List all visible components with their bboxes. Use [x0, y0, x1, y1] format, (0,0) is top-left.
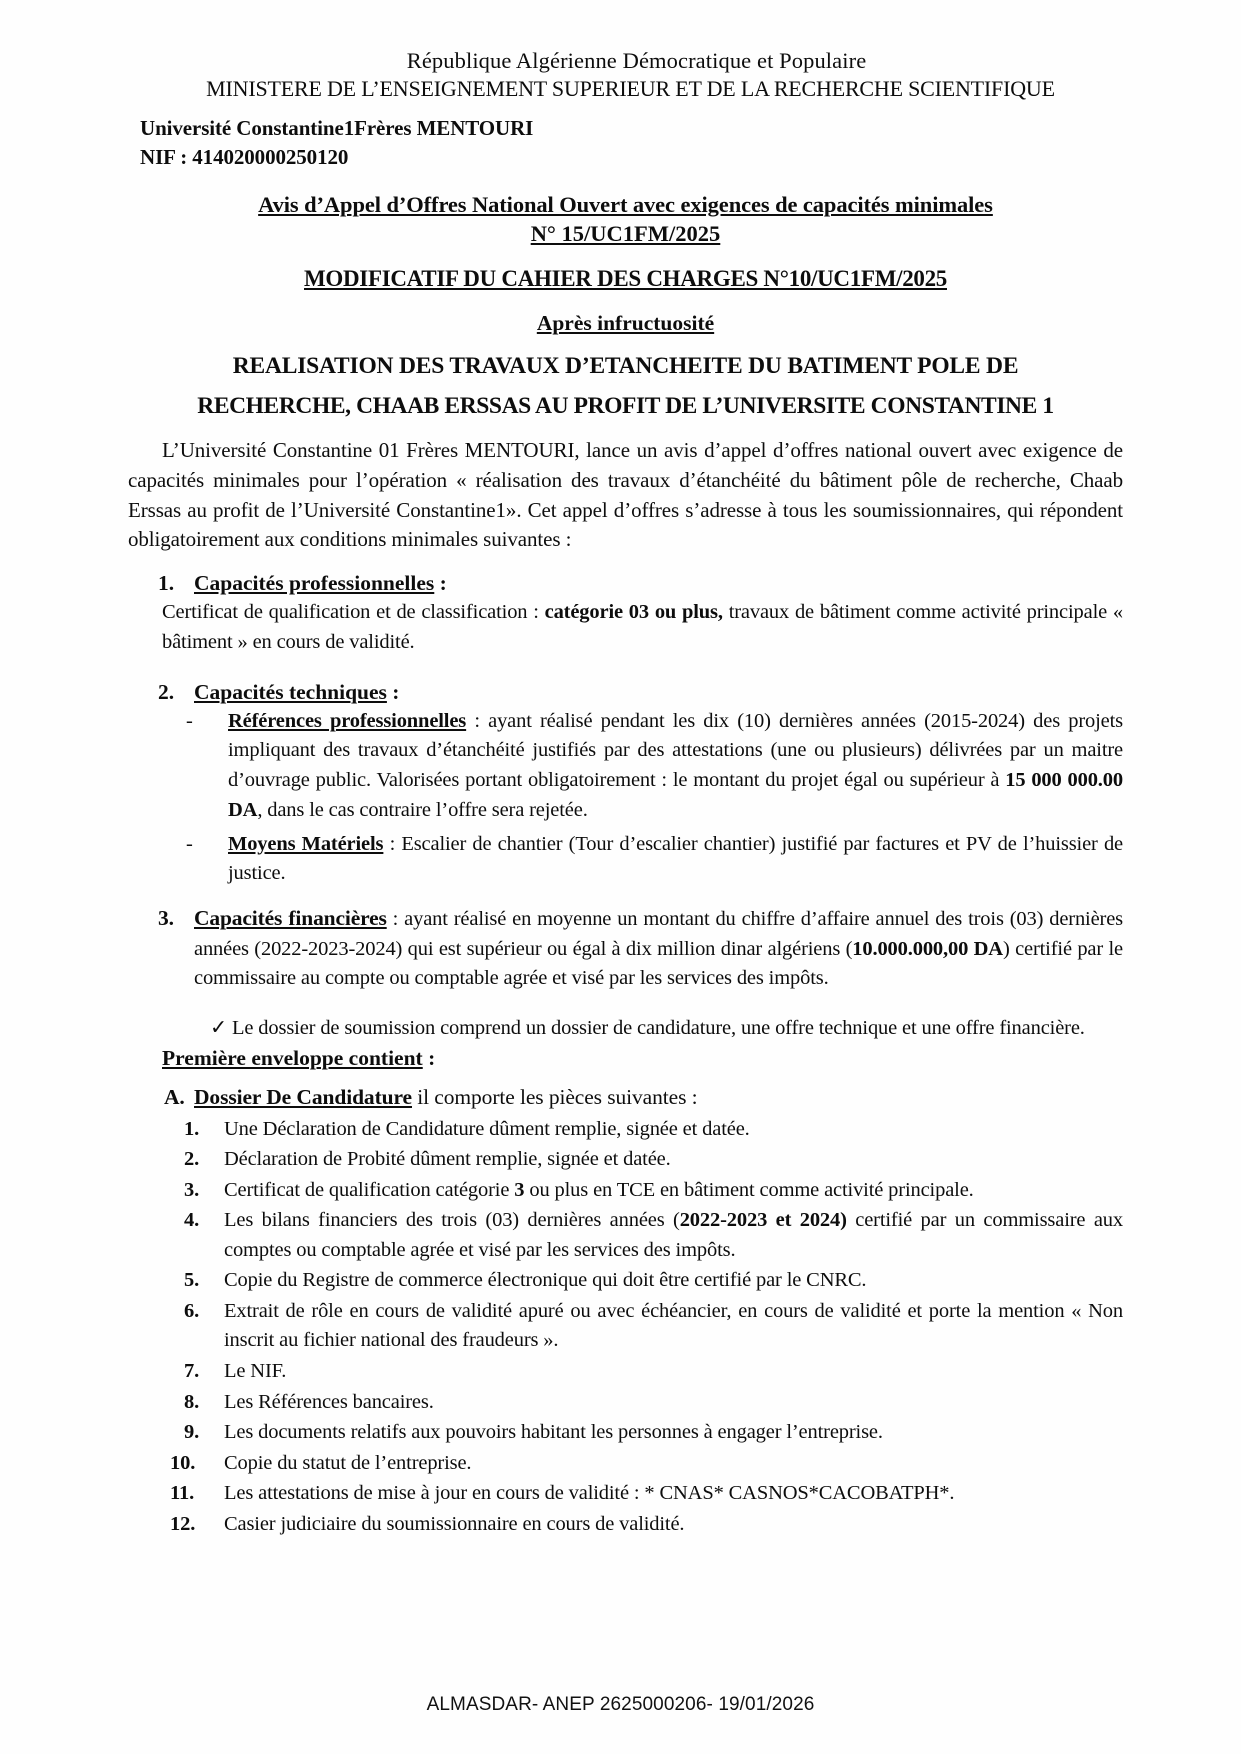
cap-pro-after: travaux de bâtiment comme activité principale « bâtiment » en cours de validité. — [162, 601, 1123, 653]
page-footer: ALMASDAR- ANEP 2625000206- 19/01/2026 — [426, 1694, 815, 1715]
list-item — [128, 1206, 1123, 1265]
list-item-text: Copie du statut de l’entreprise. — [224, 1451, 472, 1474]
list-item-index: 2. — [184, 1148, 200, 1171]
intro-paragraph: L’Université Constantine 01 Frères MENTOURI, lance un avis d’appel d’offres national ouvert avec exigence de capacités minimales pour l’opération « réalisation des travaux d’étanchéité du bâtiment pôle de recherche, Chaab Erssas au profit de l’Université Constantine1». Cet appel d’offres s’adresse à tous les soumissionnaires, qui répondent obligatoirement aux conditions minimales suivantes : — [128, 438, 1123, 552]
references-amount: 15 000 000.00 DA — [228, 769, 1123, 821]
list-item-text-after: ou plus en TCE en bâtiment comme activité principale. — [524, 1178, 974, 1201]
capacity-professional-number: 1. — [158, 571, 175, 596]
moyens-materiels-label: Moyens Matériels — [228, 832, 384, 855]
capacity-professional-text — [128, 598, 1123, 657]
first-envelope-colon: : — [422, 1045, 436, 1070]
list-item-text: Casier judiciaire du soumissionnaire en cours de validité. — [224, 1512, 685, 1535]
submission-note — [128, 1014, 1123, 1044]
list-item-bold: 2022-2023 et 2024) — [679, 1209, 847, 1232]
list-item — [128, 1388, 1123, 1418]
apres-infructuosite-title: Après infructuosité — [536, 311, 715, 335]
list-item-text: Les bilans financiers des trois (03) dernières années ( — [224, 1209, 680, 1232]
list-item-bold: 3 — [514, 1178, 525, 1201]
list-item-text-after: certifié par un commissaire aux comptes ou comptable agrée et visé par les services des impôts. — [224, 1209, 1123, 1261]
list-item-index: 1. — [184, 1117, 200, 1140]
list-item — [128, 1297, 1123, 1356]
list-item — [128, 1115, 1123, 1145]
technical-item-means — [128, 830, 1123, 889]
references-text-before: : ayant réalisé pendant les dix (10) dernières années (2015-2024) des projets impliquant des travaux d’étanchéité justifiés par des attestations (une ou plusieurs) délivrées par un maitre d’ouvrage public. Valorisées portant obligatoirement : le montant du projet égal ou supérieur à — [228, 709, 1123, 792]
list-item-index: 7. — [184, 1360, 200, 1382]
capacity-professional-colon: : — [434, 571, 447, 596]
list-item-text: Les attestations de mise à jour en cours de validité : * CNAS* CASNOS*CACOBATPH*. — [224, 1482, 955, 1505]
capacity-technical-number: 2. — [158, 679, 175, 704]
capacity-section-financial — [128, 903, 1123, 994]
list-item — [128, 1510, 1123, 1540]
cap-pro-before: Certificat de qualification et de classification : — [162, 601, 545, 624]
submission-note-text: Le dossier de soumission comprend un dossier de candidature, une offre technique et une offre financière. — [232, 1017, 1085, 1040]
dash-bullet-icon: - — [186, 832, 193, 855]
technical-item-references — [128, 707, 1123, 826]
list-item — [128, 1176, 1123, 1206]
list-item-index: 9. — [184, 1421, 200, 1444]
subject-title-line1: REALISATION DES TRAVAUX D’ETANCHEITE DU BATIMENT POLE DE — [232, 353, 1019, 379]
first-envelope-heading — [128, 1046, 1123, 1071]
modificatif-title: MODIFICATIF DU CAHIER DES CHARGES N°10/UC1FM/2025 — [304, 266, 947, 291]
capacity-section-professional — [128, 571, 1123, 657]
list-item-index: 11. — [170, 1482, 195, 1505]
list-item-text: Le NIF. — [224, 1360, 287, 1382]
list-item — [128, 1145, 1123, 1175]
list-item-index: 12. — [170, 1512, 196, 1535]
cap-fin-after: ) certifié par le commissaire au compte ou comptable agrée et visé par les services des impôts. — [194, 937, 1123, 990]
list-item — [128, 1266, 1123, 1296]
list-item-text: Déclaration de Probité dûment remplie, signée et datée. — [224, 1148, 671, 1171]
references-text-after: , dans le cas contraire l’offre sera rejetée. — [257, 798, 588, 821]
tender-notice-number: N° 15/UC1FM/2025 — [530, 221, 721, 246]
list-item-index: 6. — [184, 1299, 200, 1322]
capacity-technical-heading — [128, 680, 1123, 705]
capacity-professional-heading — [128, 571, 1123, 596]
section-a-label: Dossier De Candidature — [194, 1084, 412, 1109]
list-item-text: Extrait de rôle en cours de validité apuré ou avec échéancier, en cours de validité et porte la mention « Non inscrit au fichier national des fraudeurs ». — [224, 1299, 1123, 1352]
candidature-documents-list — [128, 1115, 1123, 1539]
list-item-index: 4. — [184, 1209, 200, 1232]
section-a-heading — [128, 1085, 1123, 1110]
list-item — [128, 1357, 1123, 1387]
cap-pro-bold: catégorie 03 ou plus, — [544, 601, 723, 624]
section-a-letter: A. — [164, 1084, 185, 1109]
cap-fin-amount: 10.000.000,00 DA — [852, 937, 1003, 960]
capacity-section-technical — [128, 680, 1123, 889]
republic-heading: République Algérienne Démocratique et Populaire — [406, 48, 867, 73]
capacity-financial-label: Capacités financières — [194, 906, 387, 930]
capacity-financial-number: 3. — [158, 906, 174, 930]
ministry-heading: MINISTERE DE L’ENSEIGNEMENT SUPERIEUR ET DE LA RECHERCHE SCIENTIFIQUE — [206, 76, 1055, 101]
list-item-index: 5. — [184, 1269, 200, 1292]
list-item-text: Copie du Registre de commerce électronique qui doit être certifié par le CNRC. — [224, 1269, 867, 1292]
list-item-text: Les Références bancaires. — [224, 1390, 434, 1413]
nif-number: NIF : 414020000250120 — [140, 145, 349, 169]
subject-title-line2: RECHERCHE, CHAAB ERSSAS AU PROFIT DE L’UNIVERSITE CONSTANTINE 1 — [197, 393, 1054, 419]
list-item — [128, 1418, 1123, 1448]
capacity-technical-colon: : — [386, 679, 400, 704]
list-item-text: Certificat de qualification catégorie — [224, 1178, 515, 1201]
first-envelope-label: Première enveloppe contient — [162, 1045, 423, 1070]
list-item-text: Une Déclaration de Candidature dûment remplie, signée et datée. — [224, 1117, 750, 1140]
list-item-text: Les documents relatifs aux pouvoirs habitant les personnes à engager l’entreprise. — [224, 1421, 883, 1444]
cap-fin-before: : ayant réalisé en moyenne un montant du chiffre d’affaire annuel des trois (03) dernières années (2022-2023-2024) qui est supérieur ou égal à dix million dinar algériens ( — [194, 908, 1124, 960]
dash-bullet-icon: - — [186, 709, 193, 732]
list-item-index: 8. — [184, 1390, 200, 1413]
list-item — [128, 1449, 1123, 1479]
references-professionnelles-label: Références professionnelles — [228, 709, 467, 732]
check-mark-icon: ✓ — [210, 1017, 228, 1040]
capacity-professional-label: Capacités professionnelles — [194, 571, 435, 596]
tender-notice-title-line1: Avis d’Appel d’Offres National Ouvert avec exigences de capacités minimales — [258, 192, 993, 217]
university-name: Université Constantine1Frères MENTOURI — [140, 116, 534, 140]
list-item-index: 10. — [170, 1451, 196, 1474]
list-item-index: 3. — [184, 1178, 200, 1201]
list-item — [128, 1479, 1123, 1509]
moyens-materiels-text: : Escalier de chantier (Tour d’escalier chantier) justifié par factures et PV de l’huissier de justice. — [228, 832, 1123, 885]
section-a-text: il comporte les pièces suivantes : — [412, 1084, 698, 1109]
capacity-technical-label: Capacités techniques — [194, 679, 387, 704]
